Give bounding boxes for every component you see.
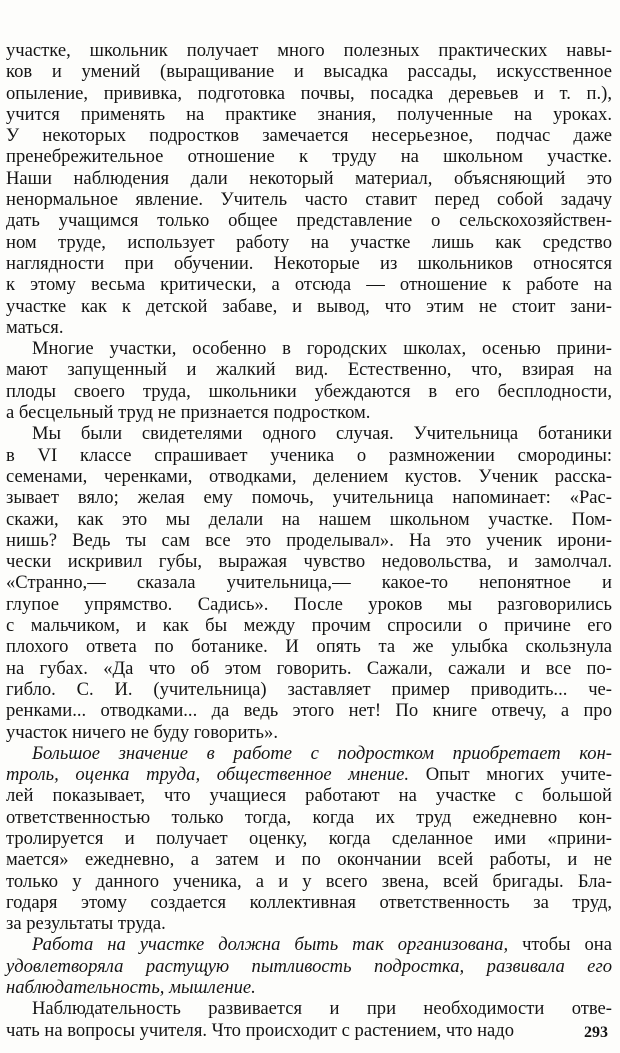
page-number: 293 — [584, 1024, 608, 1041]
text-line: ков и умений (выращивание и высадка рассады, искусственное — [6, 61, 612, 83]
text-line: Мы были свидетелями одного случая. Учительница ботаники — [32, 423, 612, 445]
text-line: только у данного ученика, а и у всего звена, всей бригады. Бла- — [6, 870, 612, 892]
text-line: семенами, черенками, отводками, делением кустов. Ученик расска- — [6, 465, 612, 487]
text-line: мают запущенный и жалкий вид. Естественно, что, взирая на — [6, 359, 612, 381]
text-line: скажи, как это мы делали на нашем школьном участке. Пом- — [6, 508, 612, 530]
text-line: участке, школьник получает много полезных практических навы- — [6, 40, 612, 61]
text-line: У некоторых подростков замечается несерьезное, подчас даже — [6, 125, 612, 147]
text-line: чать на вопросы учителя. Что происходит с растением, что надо — [6, 1019, 515, 1041]
text-line: учится применять на практике знания, полученные на уроках. — [6, 103, 612, 125]
text-line: пренебрежительное отношение к труду на школьном участке. — [6, 146, 612, 168]
paragraph — [6, 423, 612, 742]
paragraph — [6, 40, 612, 338]
text-line — [6, 934, 612, 955]
text-line: зывает вяло; желая ему помочь, учительница напоминает: «Рас- — [6, 487, 612, 509]
text-line: чески искривил губы, выражая чувство недовольства, и замолчал. — [6, 551, 612, 573]
text-line: тролируется и получает оценку, когда сделанное ими «прини- — [6, 827, 612, 849]
text-line: годаря этому создается коллективная ответственность за труд, — [6, 891, 612, 913]
text-line: на губах. «Да что об этом говорить. Сажали, сажали и все по- — [6, 657, 612, 679]
text-line: лей показывает, что учащиеся работают на участке с большой — [6, 785, 612, 807]
italic-span: троль, оценка труда, общественное мнение. — [6, 764, 410, 786]
text-line: Наблюдательность развивается и при необходимости отве- — [32, 998, 612, 1020]
text-line: в VI классе спрашивает ученика о размножении смородины: — [6, 444, 612, 466]
text-line: Многие участки, особенно в городских школах, осенью прини- — [32, 338, 612, 360]
text-line: ответственностью только тогда, когда их труд ежедневно кон- — [6, 806, 612, 828]
text-line: опыление, прививка, подготовка почвы, посадка деревьев и т. п.), — [6, 82, 612, 104]
paragraph — [6, 743, 612, 935]
text-line: ренками... отводками... да ведь этого нет! По книге отвечу, а про — [6, 700, 612, 722]
text-line: глупое упрямство. Садись». После уроков мы разговорились — [6, 593, 612, 615]
text-line: плохого ответа по ботанике. И опять та же улыбка скользнула — [6, 636, 612, 658]
text-line: ненормальное явление. Учитель часто ставит перед собой задачу — [6, 189, 612, 211]
text-line: участок ничего не буду говорить». — [6, 721, 278, 743]
text-line: а бесцельный труд не признается подростком. — [6, 402, 371, 424]
text-line: маться. — [6, 316, 64, 338]
italic-span: Работа на участке должна быть так организована, — [32, 934, 509, 956]
text-line: «Странно,— сказала учительница,— какое-то непонятное и — [6, 572, 612, 594]
text-line: удовлетворяла растущую пытливость подростка, развивала его — [6, 955, 612, 977]
regular-span: Опыт многих учите- — [409, 764, 612, 786]
paragraph — [6, 338, 612, 423]
text-line: Наши наблюдения дали некоторый материал, объясняющий это — [6, 167, 612, 189]
text-line — [6, 764, 612, 785]
text-line: нишь? Ведь ты сам все это проделывал». На это ученик ирони- — [6, 529, 612, 551]
text-line: мается» ежедневно, а затем и по окончании всей работы, и не — [6, 849, 612, 871]
paragraph — [6, 998, 612, 1041]
text-line: наблюдательность, мышление. — [6, 977, 256, 999]
text-line: с мальчиком, и как бы между прочим спросили о причине его — [6, 615, 612, 637]
text-line: участке как к детской забаве, и вывод, что этим не стоит зани- — [6, 295, 612, 317]
text-line: плоды своего труда, школьники убеждаются в его бесплодности, — [6, 380, 612, 402]
paragraph — [6, 934, 612, 998]
body-text — [6, 40, 612, 1041]
text-line: за результаты труда. — [6, 913, 166, 935]
text-line: Большое значение в работе с подростком приобретает кон- — [32, 742, 612, 764]
text-line: дать учащимся только общее представление о сельскохозяйствен- — [6, 210, 612, 232]
text-line: к этому весьма критически, а отсюда — отношение к работе на — [6, 274, 612, 296]
regular-span: чтобы она — [508, 934, 612, 956]
text-line: ном труде, использует работу на участке лишь как средство — [6, 231, 612, 253]
text-line: наглядности при обучении. Некоторые из школьников относятся — [6, 252, 612, 274]
text-line: гибло. С. И. (учительница) заставляет пример приводить... че- — [6, 678, 612, 700]
